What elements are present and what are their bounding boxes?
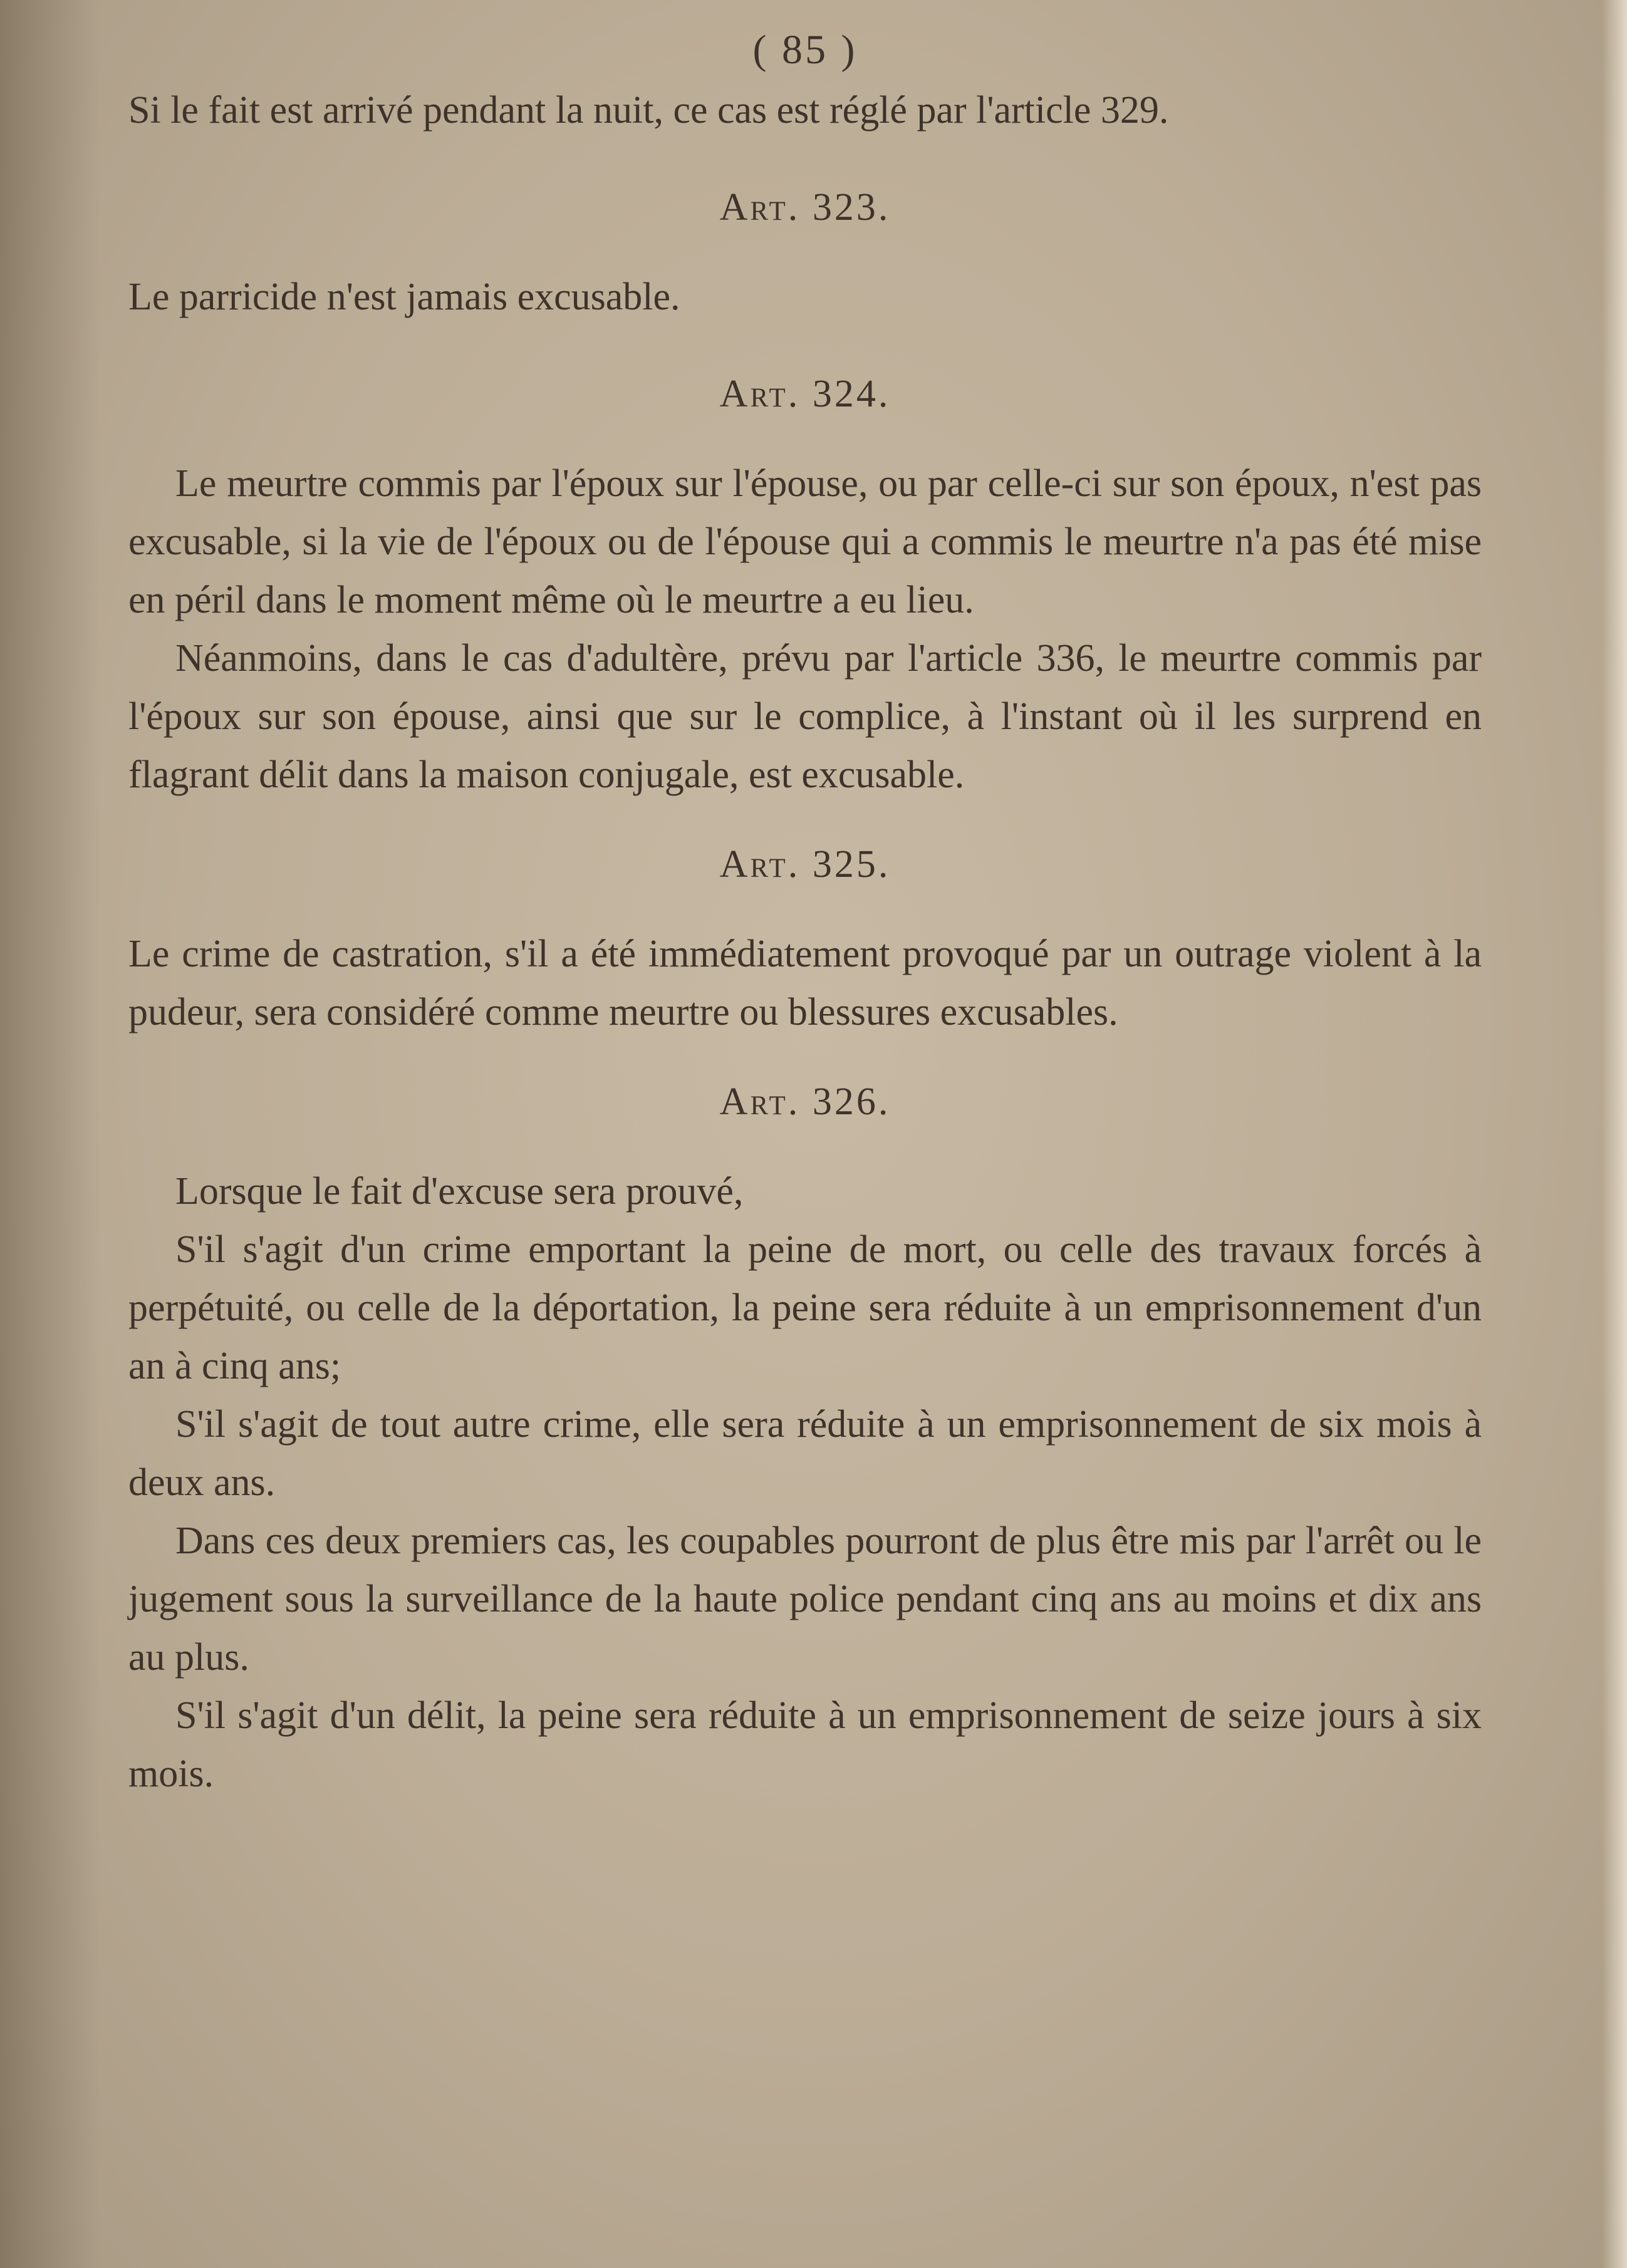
article-326-paragraph-5: S'il s'agit d'un délit, la peine sera réduite à un emprisonnement de seize jours à six mois. [128,1694,1482,1795]
article-326-paragraph-2: S'il s'agit d'un crime emportant la peine de mort, ou celle des travaux forcés à perpétuité, ou celle de la déportation, la peine sera réduite à un emprisonnement d'un an à cinq ans; [128,1228,1482,1387]
page-text [128,25,1482,1803]
article-326-paragraph-3: S'il s'agit de tout autre crime, elle sera réduite à un emprisonnement de six mois à deux ans. [128,1403,1482,1504]
article-heading-325: Art. 325. [719,843,891,886]
article-324-paragraph-2: Néanmoins, dans le cas d'adultère, prévu par l'article 336, le meurtre commis par l'époux sur son épouse, ainsi que sur le complice, à l'instant où il les surprend en flagrant délit dans la maison conjugale, est excusable. [128,637,1482,796]
binding-shadow [0,0,100,2268]
article-326-paragraph-1: Lorsque le fait d'excuse sera prouvé, [175,1170,744,1213]
article-heading-324: Art. 324. [719,373,891,415]
article-heading-326: Art. 326. [719,1080,891,1123]
article-324-paragraph-1: Le meurtre commis par l'époux sur l'épouse, ou par celle-ci sur son époux, n'est pas excusable, si la vie de l'époux ou de l'épouse qui a commis le meurtre n'a pas été mise en péril dans le moment même où le meurtre a eu lieu. [128,462,1482,621]
article-326-paragraph-4: Dans ces deux premiers cas, les coupables pourront de plus être mis par l'arrêt ou le jugement sous la surveillance de la haute police pendant cinq ans au moins et dix ans au plus. [128,1520,1482,1679]
intro-paragraph: Si le fait est arrivé pendant la nuit, ce cas est réglé par l'article 329. [128,89,1169,132]
article-heading-323: Art. 323. [719,186,891,229]
article-323-paragraph: Le parricide n'est jamais excusable. [128,276,680,318]
article-325-paragraph: Le crime de castration, s'il a été immédiatement provoqué par un outrage violent à la pudeur, sera considéré comme meurtre ou blessures excusables. [128,933,1482,1033]
page-number: ( 85 ) [752,27,858,73]
page-edge [1602,0,1627,2268]
